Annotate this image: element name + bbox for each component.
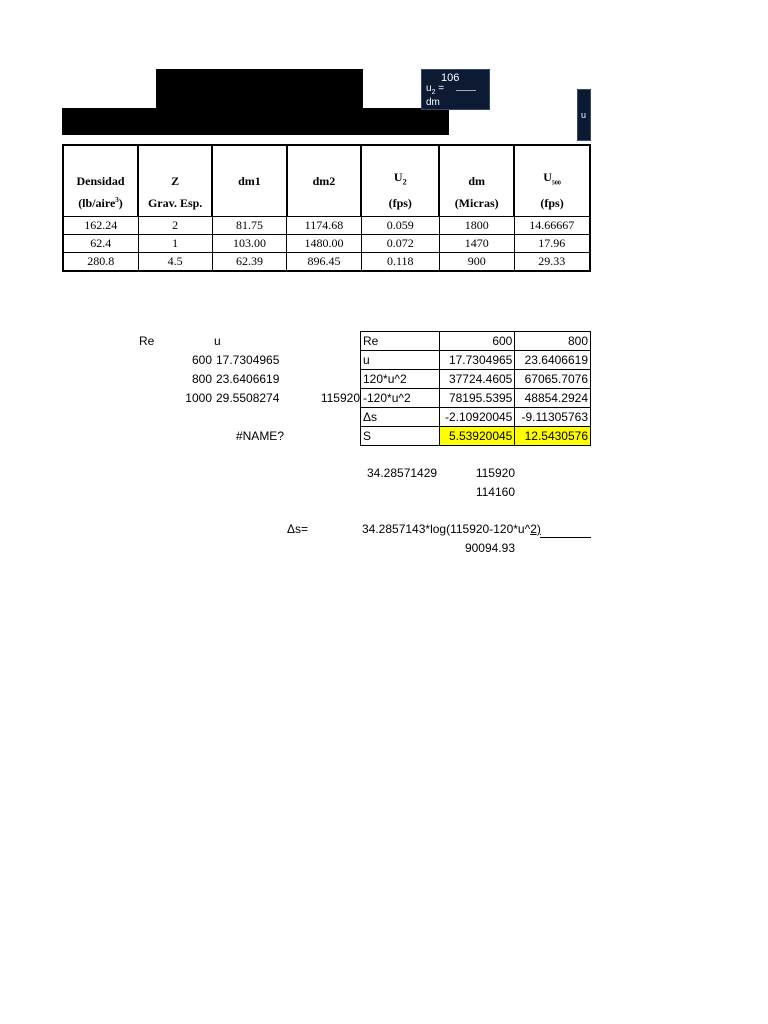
re-label: Re — [139, 334, 155, 348]
cell: 162.24 — [63, 217, 138, 235]
u-value: 29.5508274 — [216, 391, 280, 405]
cell: 1480.00 — [287, 235, 362, 253]
cell: 0.118 — [361, 253, 439, 272]
header-dm1: dm1 — [212, 145, 286, 217]
fraction-line — [456, 90, 476, 91]
error-cell: #NAME? — [235, 429, 284, 443]
header-black-bar-top — [156, 69, 363, 108]
calc-value-3: 114160 — [475, 485, 515, 499]
cell: 17.96 — [514, 235, 590, 253]
formula-image-partial: u — [577, 89, 591, 141]
u-label: u — [214, 334, 221, 348]
calc-result: 90094.93 — [464, 541, 515, 555]
table-row — [361, 351, 591, 370]
cell: 1800 — [439, 217, 514, 235]
cell: 4.5 — [138, 253, 212, 272]
cell: 600 — [439, 332, 515, 351]
table-row — [63, 235, 590, 253]
table-row — [361, 389, 591, 408]
cell: Δs — [361, 408, 440, 427]
formula-numerator: 106 — [441, 72, 460, 84]
cell: 103.00 — [212, 235, 286, 253]
header-dm2: dm2 — [287, 145, 362, 217]
calc-value-1: 34.28571429 — [367, 466, 438, 480]
cell: 37724.4605 — [439, 370, 515, 389]
cell: 800 — [515, 332, 591, 351]
cell: 896.45 — [287, 253, 362, 272]
header-z: Z Grav. Esp. — [138, 145, 212, 217]
header-dm: dm (Micras) — [439, 145, 514, 217]
table-row — [361, 332, 591, 351]
extra-value: 115920 — [320, 391, 360, 405]
table-row — [63, 253, 590, 272]
formula-underline — [540, 537, 591, 538]
re-value: 600 — [191, 353, 212, 367]
formula-denominator: dm — [426, 97, 440, 108]
cell: 81.75 — [212, 217, 286, 235]
cell: 900 — [439, 253, 514, 272]
u-value: 23.6406619 — [216, 372, 280, 386]
table-row — [361, 408, 591, 427]
table-row — [361, 427, 591, 446]
table-row — [361, 370, 591, 389]
formula-variable: $u_2$ = — [426, 83, 445, 96]
u-value: 17.7304965 — [216, 353, 280, 367]
properties-table — [62, 144, 591, 272]
cell: u — [361, 351, 440, 370]
cell: 2 — [138, 217, 212, 235]
cell: 280.8 — [63, 253, 138, 272]
results-table — [360, 331, 591, 446]
cell: -9.11305763 — [515, 408, 591, 427]
header-u500: $U_{500}$ (fps) — [514, 145, 590, 217]
cell: 1 — [138, 235, 212, 253]
cell: 62.4 — [63, 235, 138, 253]
cell: 23.6406619 — [515, 351, 591, 370]
cell: 120*u^2 — [361, 370, 440, 389]
cell: 62.39 — [212, 253, 286, 272]
cell: Re — [361, 332, 440, 351]
cell: 78195.5395 — [439, 389, 515, 408]
cell: -2.10920045 — [439, 408, 515, 427]
header-black-bar-bottom — [62, 108, 449, 135]
header-u2: $U_2$ (fps) — [361, 145, 439, 217]
re-value: 1000 — [185, 391, 212, 405]
cell: -120*u^2 — [361, 389, 440, 408]
delta-s-label: Δs= — [287, 522, 309, 536]
re-value: 800 — [191, 372, 212, 386]
cell: 0.059 — [361, 217, 439, 235]
cell: 1470 — [439, 235, 514, 253]
calc-value-2: 115920 — [475, 466, 515, 480]
cell: 1174.68 — [287, 217, 362, 235]
formula-image — [421, 69, 490, 110]
cell: 0.072 — [361, 235, 439, 253]
cell: 14.66667 — [514, 217, 590, 235]
highlighted-cell: 12.5430576 — [515, 427, 591, 446]
cell: 67065.7076 — [515, 370, 591, 389]
cell: S — [361, 427, 440, 446]
delta-s-formula: 34.2857143*log(115920-120*u^2) — [362, 522, 541, 536]
cell: 29.33 — [514, 253, 590, 272]
highlighted-cell: 5.53920045 — [439, 427, 515, 446]
cell: 17.7304965 — [439, 351, 515, 370]
header-densidad: Densidad (lb/aire$^3$) — [63, 145, 138, 217]
cell: 48854.2924 — [515, 389, 591, 408]
table-row — [63, 217, 590, 235]
